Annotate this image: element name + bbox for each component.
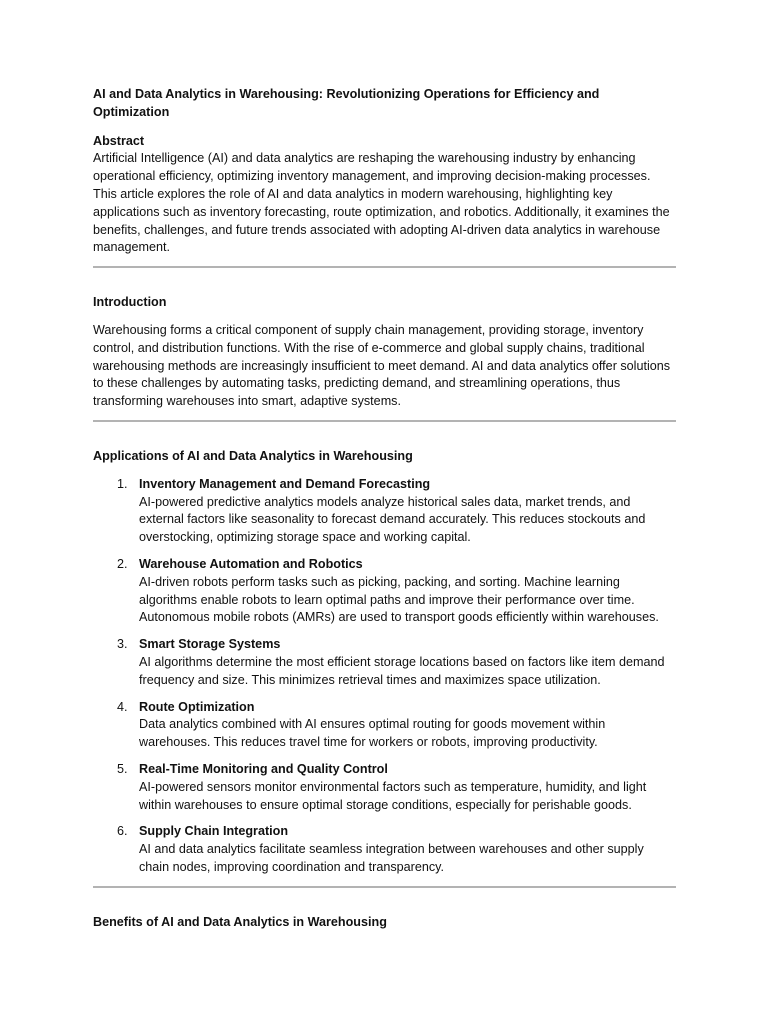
list-item-number: 1. — [117, 476, 128, 491]
applications-list — [93, 476, 676, 877]
abstract-heading: Abstract — [93, 133, 145, 148]
list-item — [93, 761, 676, 814]
list-item-text: AI and data analytics facilitate seamless integration between warehouses and other supply chain nodes, improving coordination and transparency. — [139, 842, 644, 874]
list-item-number: 4. — [117, 699, 128, 714]
list-item-title: Real-Time Monitoring and Quality Control — [139, 761, 388, 776]
section-divider — [93, 266, 676, 268]
list-item-number: 6. — [117, 824, 128, 839]
list-item-text: AI-powered predictive analytics models analyze historical sales data, market trends, and external factors like seasonality to forecast demand accurately. This reduces stockouts and overstocking, optimizing storage space and working capital. — [139, 494, 646, 545]
list-item-title: Route Optimization — [139, 699, 255, 714]
document-title: AI and Data Analytics in Warehousing: Revolutionizing Operations for Efficiency and Optimization — [93, 87, 600, 119]
list-item-number: 2. — [117, 556, 128, 571]
document-page — [93, 86, 676, 931]
list-item-text: AI-driven robots perform tasks such as picking, packing, and sorting. Machine learning algorithms enable robots to learn optimal paths and improve their performance over time. Autonomous mobile robots (AMRs) are used to transport goods efficiently within warehouses. — [139, 574, 659, 625]
list-item — [93, 556, 676, 627]
introduction-heading: Introduction — [93, 295, 167, 310]
applications-heading: Applications of AI and Data Analytics in Warehousing — [93, 448, 413, 463]
list-item — [93, 823, 676, 876]
introduction-text: Warehousing forms a critical component of supply chain management, providing storage, inventory control, and distribution functions. With the rise of e-commerce and global supply chains, traditional warehousing methods are increasingly insufficient to meet demand. AI and data analytics offer solutions to these challenges by automating tasks, predicting demand, and streamlining operations, thus transforming warehouses into smart, adaptive systems. — [93, 322, 671, 409]
list-item-number: 5. — [117, 761, 128, 776]
list-item-title: Warehouse Automation and Robotics — [139, 556, 363, 571]
list-item-text: AI algorithms determine the most efficient storage locations based on factors like item demand frequency and size. This minimizes retrieval times and maximizes space utilization. — [139, 654, 665, 687]
list-item-number: 3. — [117, 637, 128, 652]
benefits-heading: Benefits of AI and Data Analytics in Warehousing — [93, 914, 387, 929]
list-item — [93, 476, 676, 547]
list-item-title: Supply Chain Integration — [139, 824, 289, 839]
list-item-text: AI-powered sensors monitor environmental factors such as temperature, humidity, and light within warehouses to ensure optimal storage conditions, especially for perishable goods. — [139, 779, 647, 812]
list-item-text: Data analytics combined with AI ensures optimal routing for goods movement within warehouses. This reduces travel time for workers or robots, improving productivity. — [139, 717, 606, 750]
abstract-text: Artificial Intelligence (AI) and data analytics are reshaping the warehousing industry by enhancing operational efficiency, optimizing inventory management, and improving decision-making processes. This article explores the role of AI and data analytics in modern warehousing, highlighting key applications such as inventory forecasting, route optimization, and robotics. Additionally, it examines the benefits, challenges, and future trends associated with adopting AI-driven data analytics in warehouse management. — [93, 151, 670, 255]
list-item — [93, 636, 676, 689]
section-divider — [93, 420, 676, 422]
list-item-title: Inventory Management and Demand Forecasting — [139, 476, 431, 491]
section-divider — [93, 886, 676, 888]
list-item — [93, 699, 676, 752]
list-item-title: Smart Storage Systems — [139, 637, 281, 652]
